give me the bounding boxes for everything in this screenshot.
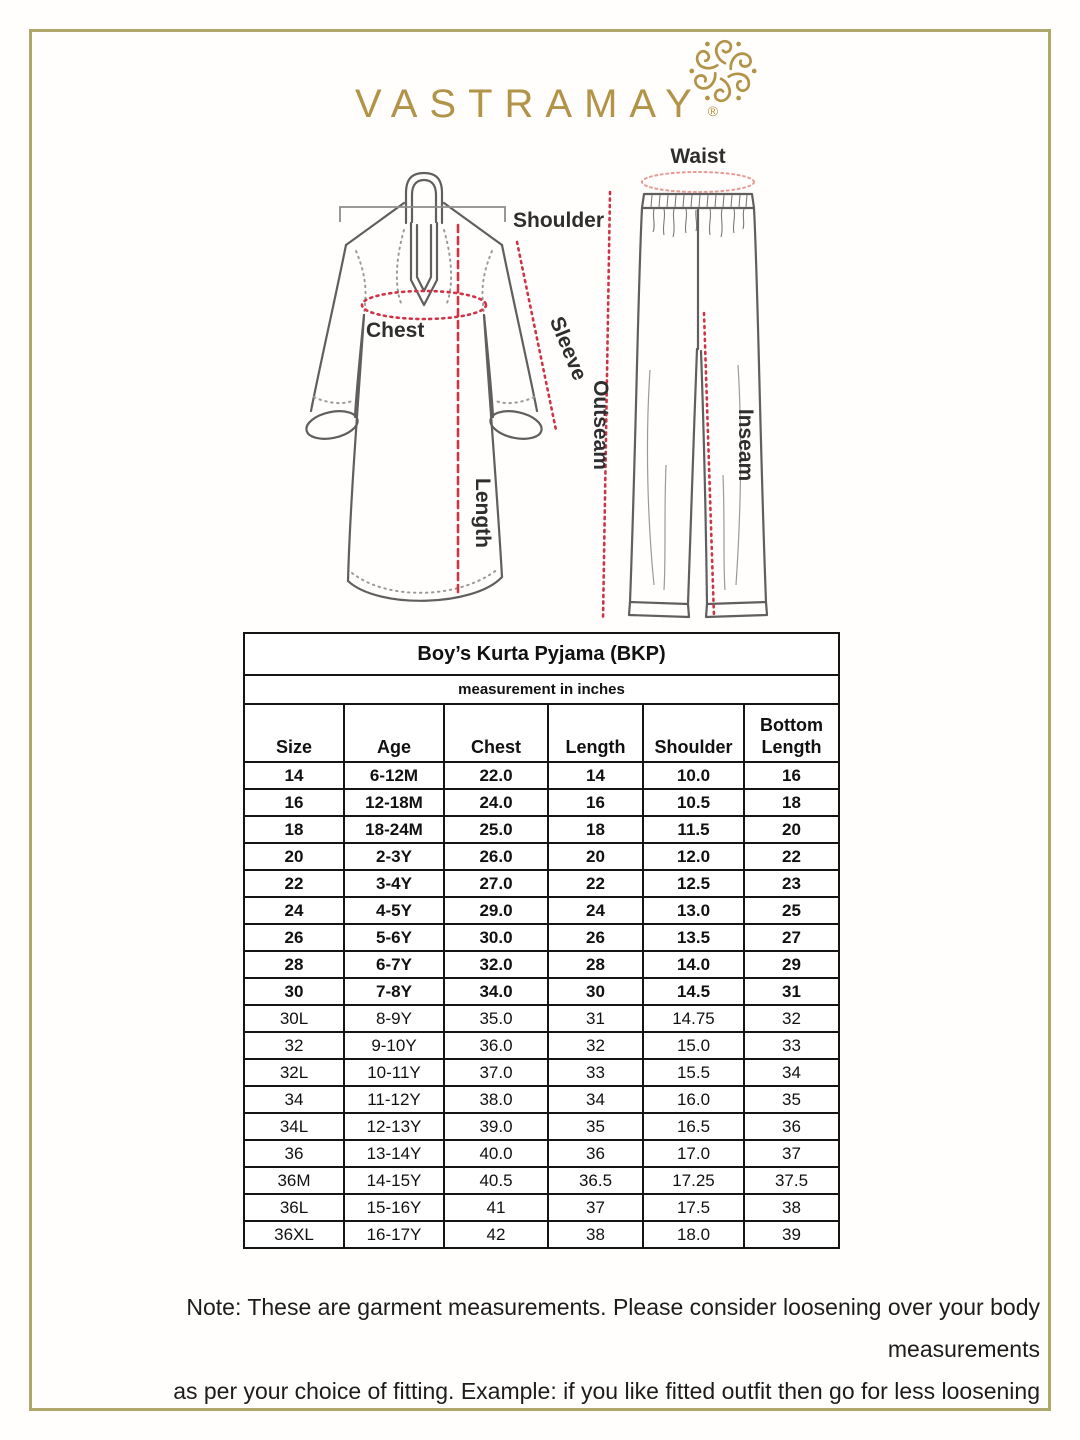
size-row	[244, 816, 839, 843]
registered-trademark: ®	[707, 103, 719, 119]
size-cell: 24.0	[444, 789, 548, 816]
size-cell: 18.0	[643, 1221, 744, 1248]
size-cell: 17.0	[643, 1140, 744, 1167]
size-cell: 16-17Y	[344, 1221, 444, 1248]
size-cell: 40.0	[444, 1140, 548, 1167]
size-cell: 22	[244, 870, 344, 897]
note-text	[40, 1286, 1040, 1412]
size-cell: 15-16Y	[344, 1194, 444, 1221]
size-cell: 34	[548, 1086, 643, 1113]
size-cell: 18	[548, 816, 643, 843]
column-header-row	[244, 704, 839, 762]
garment-measurement-diagram	[298, 145, 798, 633]
size-cell: 17.25	[643, 1167, 744, 1194]
column-header-shoulder: Shoulder	[643, 704, 744, 762]
size-cell: 38	[744, 1194, 839, 1221]
shoulder-label: Shoulder	[513, 209, 605, 232]
size-cell: 14-15Y	[344, 1167, 444, 1194]
size-cell: 13-14Y	[344, 1140, 444, 1167]
size-row	[244, 1032, 839, 1059]
size-cell: 26	[244, 924, 344, 951]
size-cell: 12-18M	[344, 789, 444, 816]
size-cell: 13.0	[643, 897, 744, 924]
size-cell: 16	[548, 789, 643, 816]
size-cell: 36.0	[444, 1032, 548, 1059]
size-cell: 6-12M	[344, 762, 444, 789]
size-cell: 24	[244, 897, 344, 924]
size-cell: 36	[548, 1140, 643, 1167]
size-cell: 29.0	[444, 897, 548, 924]
size-cell: 34	[244, 1086, 344, 1113]
size-cell: 9-10Y	[344, 1032, 444, 1059]
size-cell: 27.0	[444, 870, 548, 897]
size-cell: 24	[548, 897, 643, 924]
size-row	[244, 870, 839, 897]
size-cell: 36	[244, 1140, 344, 1167]
size-row	[244, 1113, 839, 1140]
size-row	[244, 897, 839, 924]
size-cell: 23	[744, 870, 839, 897]
size-cell: 22	[548, 870, 643, 897]
table-subtitle-row	[244, 675, 839, 704]
size-table-body	[244, 762, 839, 1248]
size-row	[244, 843, 839, 870]
size-cell: 34	[744, 1059, 839, 1086]
size-row	[244, 924, 839, 951]
size-cell: 36	[744, 1113, 839, 1140]
size-cell: 4-5Y	[344, 897, 444, 924]
size-cell: 3-4Y	[344, 870, 444, 897]
size-cell: 37.5	[744, 1167, 839, 1194]
size-cell: 14.75	[643, 1005, 744, 1032]
size-cell: 38	[548, 1221, 643, 1248]
size-cell: 11.5	[643, 816, 744, 843]
pyjama-diagram-icon	[629, 194, 767, 617]
size-cell: 10.5	[643, 789, 744, 816]
size-cell: 37	[744, 1140, 839, 1167]
size-cell: 40.5	[444, 1167, 548, 1194]
column-header-bottom-length: Bottom Length	[744, 704, 839, 762]
size-cell: 12-13Y	[344, 1113, 444, 1140]
size-row	[244, 951, 839, 978]
size-cell: 35	[548, 1113, 643, 1140]
chest-label: Chest	[366, 319, 425, 342]
size-cell: 18	[244, 816, 344, 843]
size-cell: 6-7Y	[344, 951, 444, 978]
size-cell: 34.0	[444, 978, 548, 1005]
size-cell: 39	[744, 1221, 839, 1248]
size-cell: 37	[548, 1194, 643, 1221]
size-cell: 16	[744, 762, 839, 789]
brand-ornament-icon	[684, 32, 762, 110]
sleeve-label: Sleeve	[544, 313, 592, 384]
size-cell: 14	[244, 762, 344, 789]
note-line-2: as per your choice of fitting. Example: if you like fitted outfit then go for less loosening	[173, 1378, 1040, 1404]
size-row	[244, 789, 839, 816]
size-cell: 10.0	[643, 762, 744, 789]
size-cell: 18	[744, 789, 839, 816]
size-cell: 26.0	[444, 843, 548, 870]
size-cell: 14.0	[643, 951, 744, 978]
size-row	[244, 762, 839, 789]
size-cell: 32	[744, 1005, 839, 1032]
column-header-length: Length	[548, 704, 643, 762]
size-cell: 11-12Y	[344, 1086, 444, 1113]
size-cell: 30	[548, 978, 643, 1005]
size-cell: 14.5	[643, 978, 744, 1005]
table-subtitle: measurement in inches	[244, 675, 839, 704]
size-cell: 17.5	[643, 1194, 744, 1221]
size-cell: 30L	[244, 1005, 344, 1032]
note-line-1: Note: These are garment measurements. Please consider loosening over your body measurements	[186, 1294, 1040, 1362]
size-cell: 36XL	[244, 1221, 344, 1248]
size-row	[244, 1194, 839, 1221]
size-cell: 31	[744, 978, 839, 1005]
size-cell: 16.0	[643, 1086, 744, 1113]
size-cell: 8-9Y	[344, 1005, 444, 1032]
size-cell: 26	[548, 924, 643, 951]
size-row	[244, 978, 839, 1005]
size-cell: 39.0	[444, 1113, 548, 1140]
size-cell: 12.0	[643, 843, 744, 870]
size-cell: 12.5	[643, 870, 744, 897]
size-row	[244, 1140, 839, 1167]
size-cell: 30.0	[444, 924, 548, 951]
size-cell: 35.0	[444, 1005, 548, 1032]
size-row	[244, 1086, 839, 1113]
table-title-row	[244, 633, 839, 675]
outseam-label: Outseam	[589, 380, 612, 470]
inseam-label: Inseam	[734, 408, 757, 482]
size-cell: 22	[744, 843, 839, 870]
size-cell: 41	[444, 1194, 548, 1221]
size-row	[244, 1005, 839, 1032]
size-cell: 20	[744, 816, 839, 843]
size-cell: 42	[444, 1221, 548, 1248]
size-cell: 2-3Y	[344, 843, 444, 870]
size-cell: 36M	[244, 1167, 344, 1194]
size-cell: 22.0	[444, 762, 548, 789]
size-cell: 33	[744, 1032, 839, 1059]
size-cell: 16.5	[643, 1113, 744, 1140]
length-label: Length	[471, 478, 494, 548]
waist-label: Waist	[670, 145, 726, 168]
size-cell: 25	[744, 897, 839, 924]
size-cell: 5-6Y	[344, 924, 444, 951]
size-cell: 31	[548, 1005, 643, 1032]
size-cell: 32	[548, 1032, 643, 1059]
size-cell: 13.5	[643, 924, 744, 951]
size-cell: 29	[744, 951, 839, 978]
size-cell: 27	[744, 924, 839, 951]
size-cell: 35	[744, 1086, 839, 1113]
kurta-diagram-icon	[304, 173, 544, 601]
brand-logo	[355, 84, 718, 124]
size-cell: 25.0	[444, 816, 548, 843]
size-cell: 37.0	[444, 1059, 548, 1086]
size-cell: 28	[548, 951, 643, 978]
size-cell: 18-24M	[344, 816, 444, 843]
size-cell: 30	[244, 978, 344, 1005]
column-header-chest: Chest	[444, 704, 548, 762]
size-cell: 33	[548, 1059, 643, 1086]
size-cell: 20	[548, 843, 643, 870]
column-header-age: Age	[344, 704, 444, 762]
size-cell: 10-11Y	[344, 1059, 444, 1086]
size-row	[244, 1167, 839, 1194]
size-cell: 20	[244, 843, 344, 870]
size-cell: 16	[244, 789, 344, 816]
size-cell: 14	[548, 762, 643, 789]
size-cell: 36L	[244, 1194, 344, 1221]
size-cell: 32	[244, 1032, 344, 1059]
size-cell: 34L	[244, 1113, 344, 1140]
column-header-size: Size	[244, 704, 344, 762]
size-cell: 32.0	[444, 951, 548, 978]
size-cell: 15.5	[643, 1059, 744, 1086]
size-cell: 32L	[244, 1059, 344, 1086]
size-cell: 38.0	[444, 1086, 548, 1113]
size-row	[244, 1221, 839, 1248]
brand-wordmark: VASTRAMAY	[355, 82, 704, 126]
kurta-measurements	[340, 207, 604, 597]
size-cell: 7-8Y	[344, 978, 444, 1005]
table-title: Boy’s Kurta Pyjama (BKP)	[244, 633, 839, 675]
size-cell: 28	[244, 951, 344, 978]
size-row	[244, 1059, 839, 1086]
size-cell: 15.0	[643, 1032, 744, 1059]
size-chart-table	[243, 632, 840, 1249]
size-cell: 36.5	[548, 1167, 643, 1194]
